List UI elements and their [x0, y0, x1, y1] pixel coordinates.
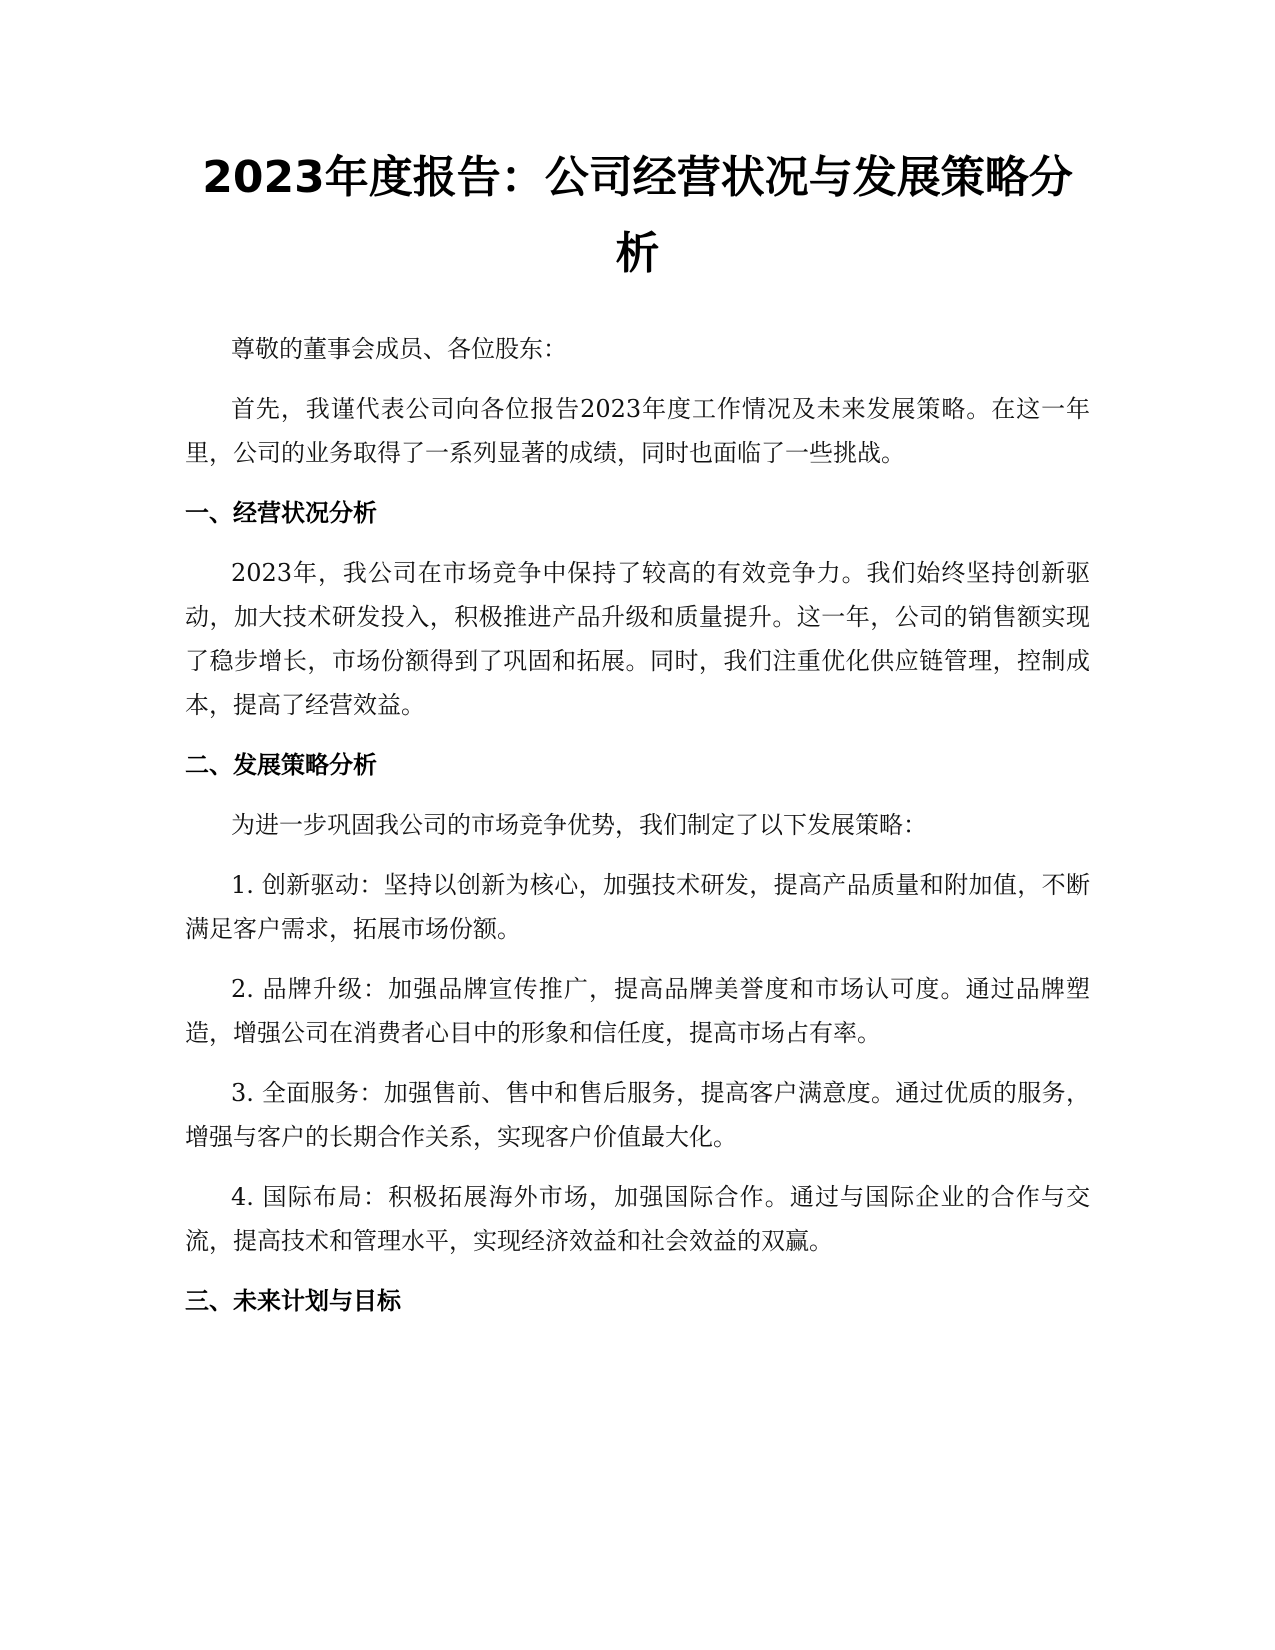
- operations-paragraph: 2023年，我公司在市场竞争中保持了较高的有效竞争力。我们始终坚持创新驱动，加大技术研发投入，积极推进产品升级和质量提升。这一年，公司的销售额实现了稳步增长，市场份额得到了巩固和拓展。同时，我们注重优化供应链管理，控制成本，提高了经营效益。: [185, 559, 1090, 719]
- section-heading-future-plans: 三、未来计划与目标: [185, 1287, 401, 1315]
- document-title: 2023年度报告：公司经营状况与发展策略分析: [202, 152, 1073, 279]
- strategy-item-service: 3. 全面服务：加强售前、售中和售后服务，提高客户满意度。通过优质的服务，增强与客户的长期合作关系，实现客户价值最大化。: [185, 1079, 1090, 1151]
- strategy-item-brand: 2. 品牌升级：加强品牌宣传推广，提高品牌美誉度和市场认可度。通过品牌塑造，增强公司在消费者心目中的形象和信任度，提高市场占有率。: [185, 975, 1090, 1047]
- salutation: 尊敬的董事会成员、各位股东：: [231, 335, 567, 363]
- intro-paragraph: 首先，我谨代表公司向各位报告2023年度工作情况及未来发展策略。在这一年里，公司的业务取得了一系列显著的成绩，同时也面临了一些挑战。: [185, 395, 1090, 467]
- section-heading-operations: 一、经营状况分析: [185, 499, 377, 527]
- strategy-intro-paragraph: 为进一步巩固我公司的市场竞争优势，我们制定了以下发展策略：: [231, 811, 927, 839]
- strategy-item-innovation: 1. 创新驱动：坚持以创新为核心，加强技术研发，提高产品质量和附加值，不断满足客户需求，拓展市场份额。: [185, 871, 1090, 943]
- document-body: [185, 140, 1090, 1339]
- section-heading-strategy: 二、发展策略分析: [185, 751, 377, 779]
- strategy-item-international: 4. 国际布局：积极拓展海外市场，加强国际合作。通过与国际企业的合作与交流，提高技术和管理水平，实现经济效益和社会效益的双赢。: [185, 1183, 1090, 1255]
